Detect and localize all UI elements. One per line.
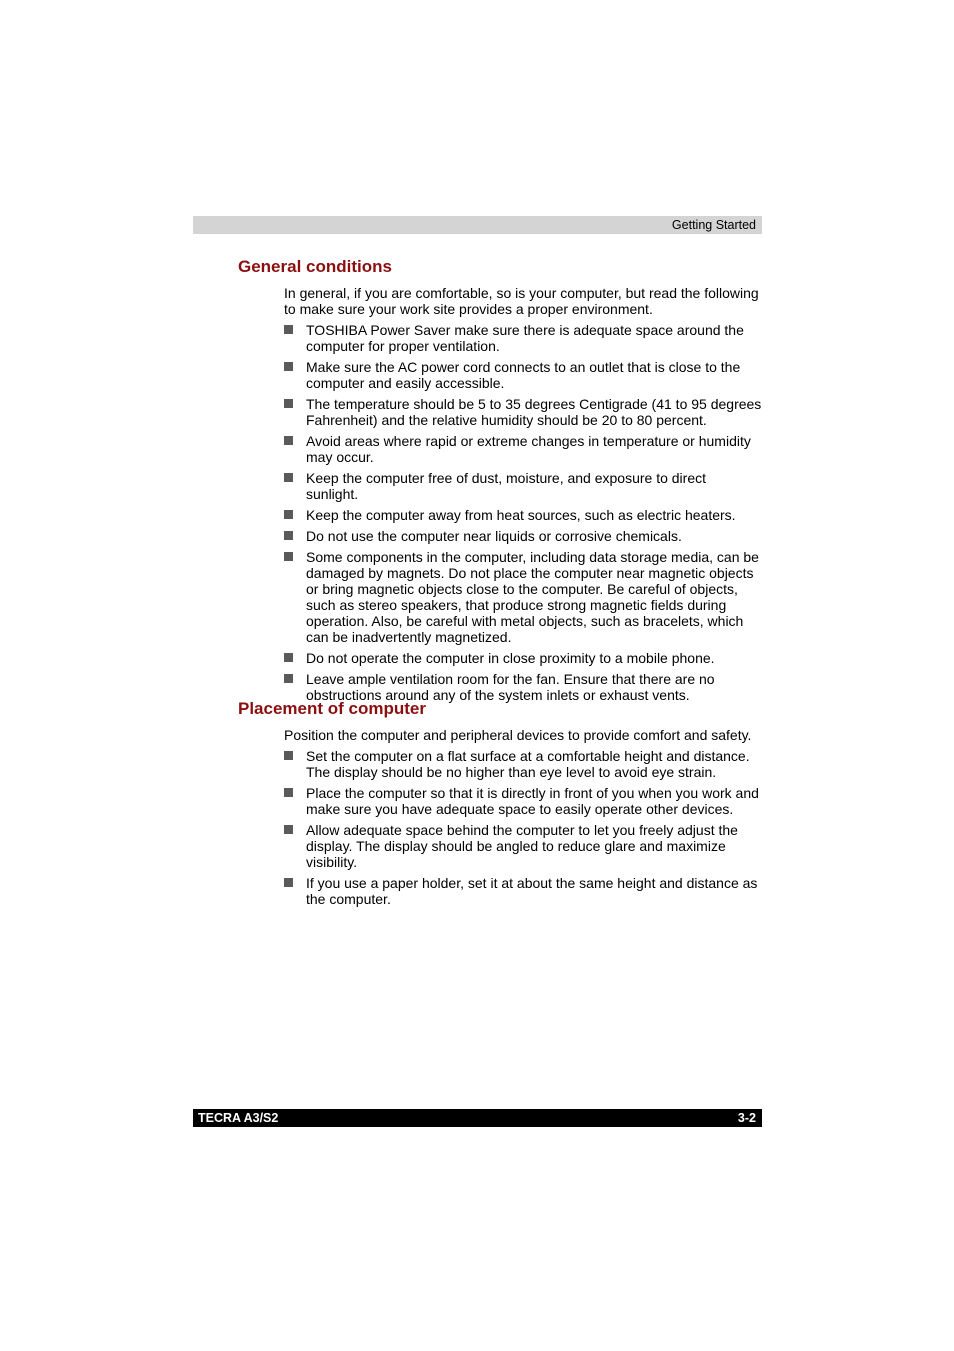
list-item: Avoid areas where rapid or extreme changes in temperature or humidity may occur. — [284, 433, 762, 465]
square-bullet-icon — [284, 788, 293, 797]
square-bullet-icon — [284, 362, 293, 371]
list-item: The temperature should be 5 to 35 degrees Centigrade (41 to 95 degrees Fahrenheit) and the relative humidity should be 20 to 80 percent. — [284, 396, 762, 428]
list-item: Do not use the computer near liquids or corrosive chemicals. — [284, 528, 762, 544]
list-item: Place the computer so that it is directly in front of you when you work and make sure you have adequate space to easily operate other devices. — [284, 785, 762, 817]
list-item: Keep the computer free of dust, moisture, and exposure to direct sunlight. — [284, 470, 762, 502]
square-bullet-icon — [284, 674, 293, 683]
list-item: Set the computer on a flat surface at a comfortable height and distance. The display should be no higher than eye level to avoid eye strain. — [284, 748, 762, 780]
footer-product-name: TECRA A3/S2 — [198, 1111, 279, 1125]
list-item: Leave ample ventilation room for the fan. Ensure that there are no obstructions around any of the system inlets or exhaust vents. — [284, 671, 762, 703]
header-section-label: Getting Started — [671, 218, 756, 232]
square-bullet-icon — [284, 510, 293, 519]
square-bullet-icon — [284, 653, 293, 662]
placement-list — [284, 748, 762, 912]
square-bullet-icon — [284, 473, 293, 482]
list-item: Make sure the AC power cord connects to an outlet that is close to the computer and easily accessible. — [284, 359, 762, 391]
square-bullet-icon — [284, 552, 293, 561]
general-conditions-list — [284, 322, 762, 708]
general-conditions-heading: General conditions — [238, 257, 392, 276]
square-bullet-icon — [284, 751, 293, 760]
square-bullet-icon — [284, 436, 293, 445]
square-bullet-icon — [284, 531, 293, 540]
page-header-bar — [193, 216, 762, 234]
page-footer-bar — [193, 1109, 762, 1127]
square-bullet-icon — [284, 399, 293, 408]
list-item: Do not operate the computer in close proximity to a mobile phone. — [284, 650, 762, 666]
placement-intro: Position the computer and peripheral devices to provide comfort and safety. — [284, 727, 752, 743]
list-item: Allow adequate space behind the computer to let you freely adjust the display. The display should be angled to reduce glare and maximize visibility. — [284, 822, 762, 870]
list-item: If you use a paper holder, set it at about the same height and distance as the computer. — [284, 875, 762, 907]
list-item: Some components in the computer, including data storage media, can be damaged by magnets. Do not place the computer near magnetic objects or bring magnetic objects close to the computer. Be careful of objects, such as stereo speakers, that produce strong magnetic fields during operation. Also, be careful with metal objects, such as bracelets, which can be inadvertently magnetized. — [284, 549, 762, 645]
footer-page-number: 3-2 — [737, 1111, 756, 1125]
square-bullet-icon — [284, 825, 293, 834]
square-bullet-icon — [284, 325, 293, 334]
placement-heading: Placement of computer — [238, 699, 426, 718]
square-bullet-icon — [284, 878, 293, 887]
list-item: TOSHIBA Power Saver make sure there is adequate space around the computer for proper ventilation. — [284, 322, 762, 354]
list-item: Keep the computer away from heat sources, such as electric heaters. — [284, 507, 762, 523]
general-conditions-intro: In general, if you are comfortable, so is your computer, but read the following to make sure your work site provides a proper environment. — [284, 285, 759, 317]
